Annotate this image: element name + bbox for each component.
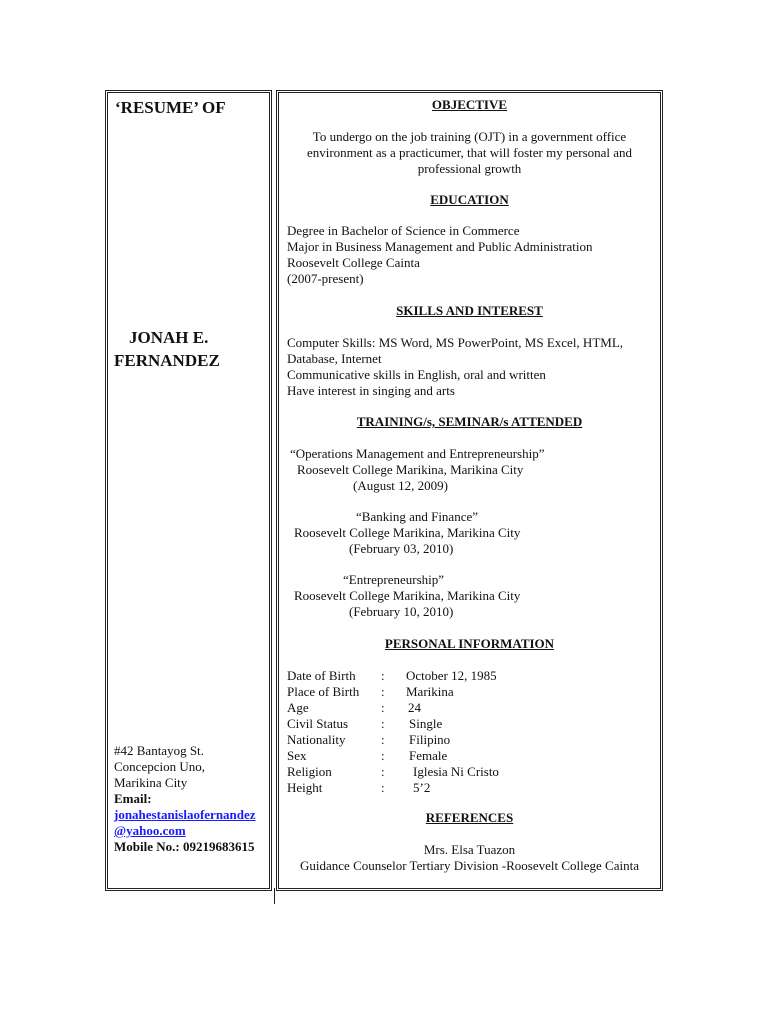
name-line-2: FERNANDEZ [114, 351, 220, 370]
nationality-value: Filipino [409, 732, 451, 747]
resume-title: ‘RESUME’ OF [115, 98, 226, 117]
email-label: Email: [114, 791, 152, 806]
training-place: Roosevelt College Marikina, Marikina City [294, 588, 521, 603]
training-place: Roosevelt College Marikina, Marikina City [294, 525, 521, 540]
references-heading: REFERENCES [425, 810, 514, 825]
divider-tick [274, 888, 275, 904]
training-item [287, 572, 520, 620]
name-line-1: JONAH E. [129, 328, 209, 347]
reference-name: Mrs. Elsa Tuazon [423, 842, 516, 857]
civil-status-value: Single [409, 716, 443, 731]
personal-info-row: Religion : Iglesia Ni Cristo [287, 764, 499, 779]
education-line: Major in Business Management and Public Administration [287, 239, 593, 254]
address-line: Marikina City [114, 775, 188, 790]
skills-line: Communicative skills in English, oral and written [287, 367, 546, 382]
place-of-birth-label: Place of Birth [287, 684, 360, 699]
personal-info-heading: PERSONAL INFORMATION [384, 636, 555, 651]
training-date: (August 12, 2009) [353, 478, 448, 493]
religion-value: Iglesia Ni Cristo [413, 764, 499, 779]
applicant-name [114, 326, 220, 372]
mobile-number: Mobile No.: 09219683615 [114, 839, 255, 854]
personal-info-row: Date of Birth : October 12, 1985 [287, 668, 497, 683]
education-line: Roosevelt College Cainta [287, 255, 420, 270]
education-line: Degree in Bachelor of Science in Commerce [287, 223, 520, 238]
reference-position: Guidance Counselor Tertiary Division -Roosevelt College Cainta [300, 858, 639, 873]
email-link-part-1[interactable]: jonahestanislaofernandez [114, 807, 256, 822]
training-place: Roosevelt College Marikina, Marikina City [297, 462, 524, 477]
height-value: 5’2 [413, 780, 431, 795]
skills-heading: SKILLS AND INTEREST [396, 303, 543, 318]
objective-line: professional growth [417, 161, 522, 176]
sex-label: Sex [287, 748, 307, 763]
date-of-birth-value: October 12, 1985 [406, 668, 497, 683]
training-item [287, 446, 544, 494]
date-of-birth-label: Date of Birth [287, 668, 356, 683]
personal-info-row: Sex : Female [287, 748, 448, 763]
reference-entry [284, 842, 655, 874]
training-date: (February 03, 2010) [349, 541, 454, 556]
address-line: Concepcion Uno, [114, 759, 205, 774]
personal-info-row: Civil Status : Single [287, 716, 443, 731]
skills-details [287, 335, 623, 399]
education-details [287, 223, 592, 287]
email-link-part-2[interactable]: @yahoo.com [114, 823, 186, 838]
contact-block [114, 743, 256, 855]
training-heading: TRAINING/s, SEMINAR/s ATTENDED [356, 414, 583, 429]
skills-line: Computer Skills: MS Word, MS PowerPoint, MS Excel, HTML, [287, 335, 624, 350]
age-label: Age [287, 700, 309, 715]
objective-line: To undergo on the job training (OJT) in a government office [312, 129, 627, 144]
training-title: “Operations Management and Entrepreneurship” [290, 446, 545, 461]
religion-label: Religion [287, 764, 332, 779]
skills-line: Database, Internet [287, 351, 382, 366]
objective-line: environment as a practicumer, that will foster my personal and [306, 145, 633, 160]
age-value: 24 [408, 700, 421, 715]
nationality-label: Nationality [287, 732, 346, 747]
right-column-frame [276, 90, 663, 891]
personal-info-row: Place of Birth : Marikina [287, 684, 454, 699]
height-label: Height [287, 780, 323, 795]
personal-info-table [287, 668, 499, 796]
personal-info-row: Height : 5’2 [287, 780, 431, 795]
left-column-frame [105, 90, 272, 891]
civil-status-label: Civil Status [287, 716, 349, 731]
training-title: “Banking and Finance” [356, 509, 479, 524]
personal-info-row: Nationality : Filipino [287, 732, 451, 747]
education-line: (2007-present) [287, 271, 364, 286]
education-heading: EDUCATION [430, 192, 509, 207]
training-title: “Entrepreneurship” [343, 572, 445, 587]
objective-text [284, 129, 655, 177]
training-date: (February 10, 2010) [349, 604, 454, 619]
sex-value: Female [409, 748, 448, 763]
skills-line: Have interest in singing and arts [287, 383, 455, 398]
objective-heading: OBJECTIVE [431, 97, 508, 112]
address-line: #42 Bantayog St. [114, 743, 204, 758]
place-of-birth-value: Marikina [406, 684, 454, 699]
training-item [287, 509, 520, 557]
personal-info-row: Age : 24 [287, 700, 421, 715]
